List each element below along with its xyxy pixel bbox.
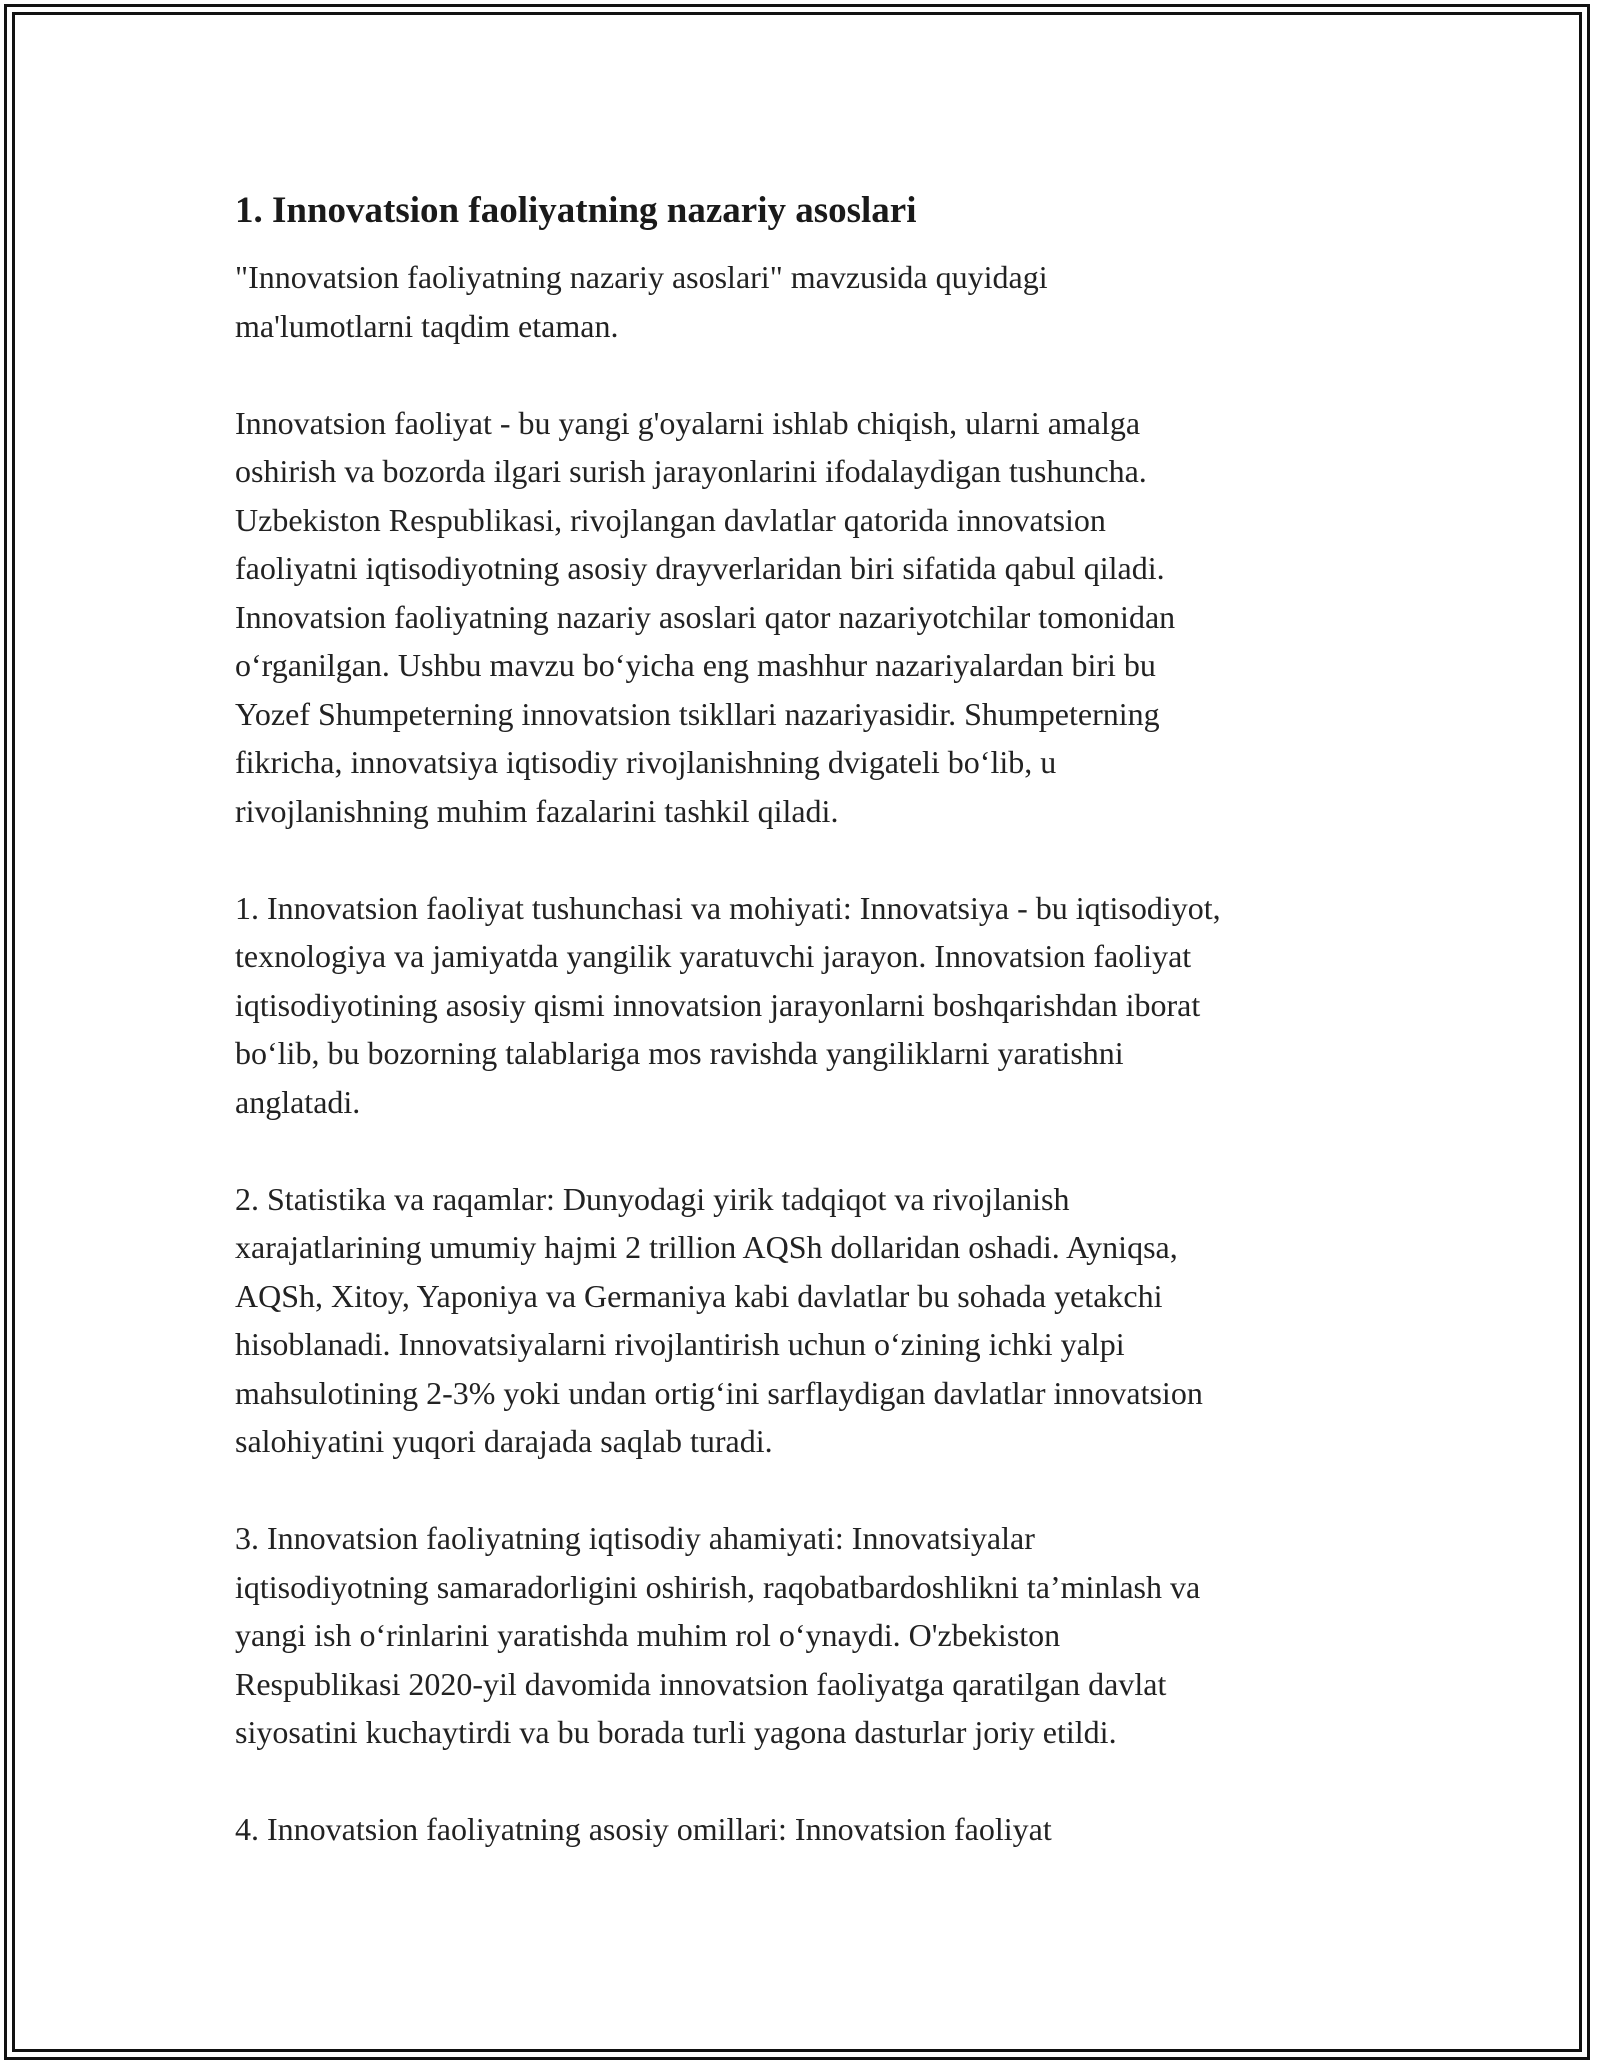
paragraph-section-4	[235, 1805, 1395, 1854]
text-line: fikricha, innovatsiya iqtisodiy rivojlanishning dvigateli bo‘lib, u	[235, 744, 1057, 780]
text-line: AQSh, Xitoy, Yaponiya va Germaniya kabi davlatlar bu sohada yetakchi	[235, 1277, 1163, 1314]
text-line: siyosatini kuchaytirdi va bu borada turli yagona dasturlar joriy etildi.	[235, 1714, 1117, 1750]
text-line: Innovatsion faoliyat - bu yangi g'oyalarni ishlab chiqish, ularni amalga	[235, 404, 1141, 441]
text-line: yangi ish o‘rinlarini yaratishda muhim rol o‘ynaydi. O'zbekiston	[235, 1617, 1061, 1653]
text-line: mahsulotining 2-3% yoki undan ortig‘ini sarflaydigan davlatlar innovatsion	[235, 1374, 1203, 1411]
text-line: Respublikasi 2020-yil davomida innovatsion faoliyatga qaratilgan davlat	[235, 1665, 1167, 1702]
text-line: iqtisodiyotning samaradorligini oshirish, raqobatbardoshlikni ta’minlash va	[235, 1568, 1201, 1605]
text-line: texnologiya va jamiyatda yangilik yaratuvchi jarayon. Innovatsion faoliyat	[235, 938, 1192, 974]
text-line: xarajatlarining umumiy hajmi 2 trillion AQSh dollaridan oshadi. Ayniqsa,	[235, 1229, 1178, 1265]
text-line: Uzbekiston Respublikasi, rivojlangan davlatlar qatorida innovatsion	[235, 501, 1106, 538]
document-heading: 1. Innovatsion faoliyatning nazariy asoslari	[235, 190, 917, 231]
document-body	[235, 186, 1395, 1902]
paragraph-section-2	[235, 1175, 1395, 1466]
text-line: 1. Innovatsion faoliyat tushunchasi va mohiyati: Innovatsiya - bu iqtisodiyot,	[235, 889, 1221, 926]
text-line: 3. Innovatsion faoliyatning iqtisodiy ahamiyati: Innovatsiyalar	[235, 1520, 1035, 1556]
paragraph-definition	[235, 399, 1395, 836]
text-line: Yozef Shumpeterning innovatsion tsikllari nazariyasidir. Shumpeterning	[235, 695, 1160, 732]
text-line: Innovatsion faoliyatning nazariy asoslari qator nazariyotchilar tomonidan	[235, 598, 1176, 635]
paragraph-section-1	[235, 884, 1395, 1127]
text-line: hisoblanadi. Innovatsiyalarni rivojlantirish uchun o‘zining ichki yalpi	[235, 1326, 1125, 1362]
text-line: faoliyatni iqtisodiyotning asosiy drayverlaridan biri sifatida qabul qiladi.	[235, 550, 1165, 586]
text-line: ma'lumotlarni taqdim etaman.	[235, 307, 619, 344]
text-line: o‘rganilgan. Ushbu mavzu bo‘yicha eng mashhur nazariyalardan biri bu	[235, 647, 1156, 683]
text-line: bo‘lib, bu bozorning talablariga mos ravishda yangiliklarni yaratishni	[235, 1035, 1124, 1071]
text-line: iqtisodiyotining asosiy qismi innovatsion jarayonlarni boshqarishdan iborat	[235, 986, 1201, 1023]
text-line: salohiyatini yuqori darajada saqlab turadi.	[235, 1423, 773, 1459]
text-line: rivojlanishning muhim fazalarini tashkil qiladi.	[235, 792, 839, 829]
text-line: 4. Innovatsion faoliyatning asosiy omillari: Innovatsion faoliyat	[235, 1811, 1052, 1847]
text-line: oshirish va bozorda ilgari surish jarayonlarini ifodalaydigan tushuncha.	[235, 453, 1147, 489]
text-line: 2. Statistika va raqamlar: Dunyodagi yirik tadqiqot va rivojlanish	[235, 1180, 1070, 1217]
text-line: anglatadi.	[235, 1083, 361, 1120]
paragraph-intro	[235, 253, 1395, 350]
paragraph-section-3	[235, 1514, 1395, 1757]
text-line: "Innovatsion faoliyatning nazariy asoslari" mavzusida quyidagi	[235, 259, 1048, 295]
